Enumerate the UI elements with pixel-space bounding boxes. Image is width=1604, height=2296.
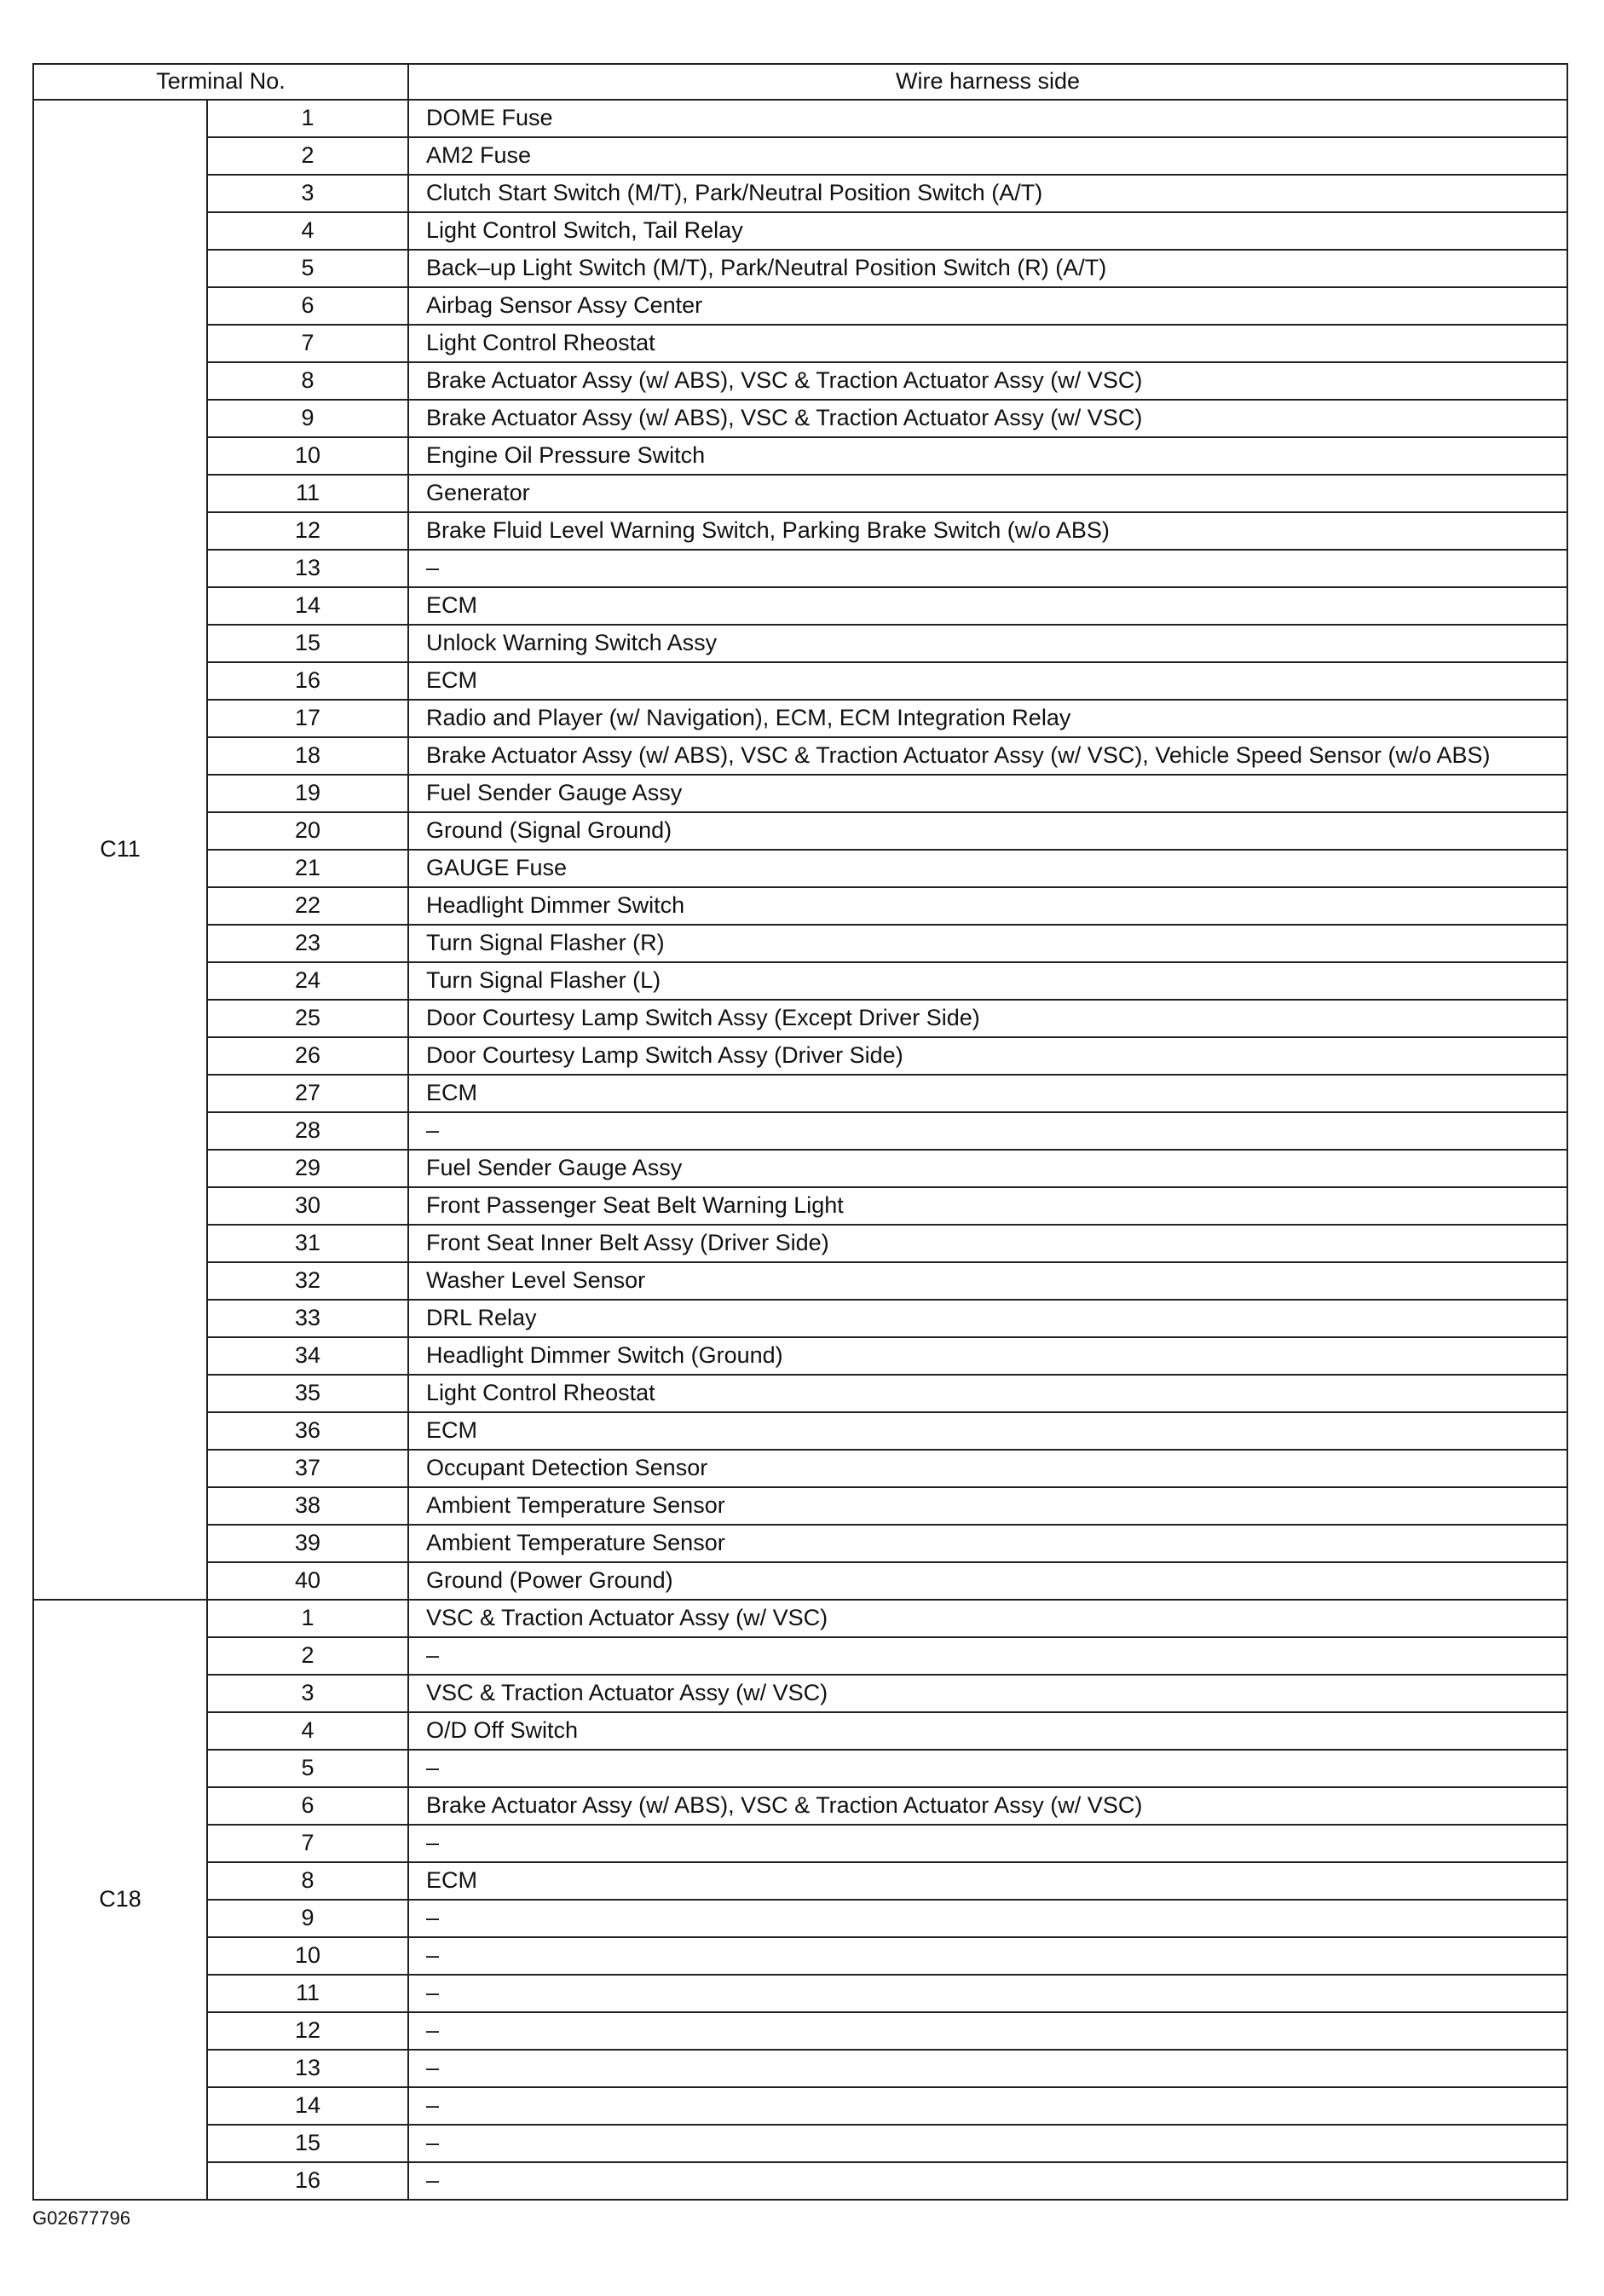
terminal-number: 13 (207, 550, 408, 587)
wire-harness-description: Fuel Sender Gauge Assy (408, 1150, 1567, 1187)
table-row (33, 1937, 1567, 1975)
terminal-number: 19 (207, 775, 408, 812)
table-row (33, 175, 1567, 212)
wire-harness-description: O/D Off Switch (408, 1712, 1567, 1750)
table-row (33, 887, 1567, 925)
wire-harness-description: Light Control Switch, Tail Relay (408, 212, 1567, 250)
terminal-number: 5 (207, 1750, 408, 1787)
wire-harness-description: Ambient Temperature Sensor (408, 1487, 1567, 1525)
table-row (33, 137, 1567, 175)
table-row (33, 1787, 1567, 1825)
table-row (33, 587, 1567, 625)
wire-harness-description: Clutch Start Switch (M/T), Park/Neutral Position Switch (A/T) (408, 175, 1567, 212)
wire-harness-description: – (408, 2125, 1567, 2162)
terminal-number: 22 (207, 887, 408, 925)
wire-harness-description: Headlight Dimmer Switch (408, 887, 1567, 925)
wire-harness-description: Back–up Light Switch (M/T), Park/Neutral Position Switch (R) (A/T) (408, 250, 1567, 287)
terminal-number: 32 (207, 1262, 408, 1300)
wire-harness-description: DOME Fuse (408, 100, 1567, 137)
table-row (33, 2050, 1567, 2087)
terminal-number: 9 (207, 400, 408, 437)
table-row (33, 1037, 1567, 1075)
table-row (33, 250, 1567, 287)
table-row (33, 625, 1567, 662)
table-row (33, 1487, 1567, 1525)
table-row (33, 475, 1567, 512)
table-row (33, 1112, 1567, 1150)
table-row (33, 1412, 1567, 1450)
terminal-number: 1 (207, 100, 408, 137)
terminal-number: 17 (207, 700, 408, 737)
table-row (33, 1150, 1567, 1187)
terminal-number: 27 (207, 1075, 408, 1112)
wire-harness-description: – (408, 1975, 1567, 2012)
terminal-number: 2 (207, 1637, 408, 1675)
wire-harness-description: Radio and Player (w/ Navigation), ECM, ECM Integration Relay (408, 700, 1567, 737)
figure-id: G02677796 (32, 2207, 130, 2229)
table-row (33, 400, 1567, 437)
terminal-number: 28 (207, 1112, 408, 1150)
terminal-number: 10 (207, 1937, 408, 1975)
wire-harness-description: – (408, 2087, 1567, 2125)
wire-harness-description: AM2 Fuse (408, 137, 1567, 175)
wire-harness-description: ECM (408, 662, 1567, 700)
terminal-number: 16 (207, 2162, 408, 2200)
terminal-number: 36 (207, 1412, 408, 1450)
table-row (33, 1900, 1567, 1937)
terminal-number: 14 (207, 587, 408, 625)
table-row (33, 1562, 1567, 1600)
table-row (33, 1600, 1567, 1637)
terminal-number: 24 (207, 962, 408, 1000)
header-terminal-no: Terminal No. (33, 64, 408, 100)
wire-harness-description: Occupant Detection Sensor (408, 1450, 1567, 1487)
table-row (33, 2125, 1567, 2162)
table-row (33, 362, 1567, 400)
table-row (33, 1450, 1567, 1487)
table-row (33, 700, 1567, 737)
table-row (33, 1525, 1567, 1562)
wire-harness-description: Brake Actuator Assy (w/ ABS), VSC & Traction Actuator Assy (w/ VSC) (408, 1787, 1567, 1825)
terminal-number: 6 (207, 287, 408, 325)
wire-harness-description: Brake Actuator Assy (w/ ABS), VSC & Traction Actuator Assy (w/ VSC), Vehicle Speed Sensor (w/o ABS) (408, 737, 1567, 775)
connector-label: C18 (33, 1600, 207, 2200)
table-row (33, 662, 1567, 700)
terminal-number: 40 (207, 1562, 408, 1600)
terminal-number: 3 (207, 1675, 408, 1712)
wire-harness-description: – (408, 2162, 1567, 2200)
wire-harness-description: Turn Signal Flasher (L) (408, 962, 1567, 1000)
terminal-number: 12 (207, 2012, 408, 2050)
wire-harness-description: GAUGE Fuse (408, 850, 1567, 887)
table-row (33, 2087, 1567, 2125)
table-row (33, 1975, 1567, 2012)
table-row (33, 775, 1567, 812)
table-row (33, 925, 1567, 962)
wire-harness-description: ECM (408, 1075, 1567, 1112)
terminal-number: 21 (207, 850, 408, 887)
wire-harness-description: – (408, 1637, 1567, 1675)
terminal-number: 6 (207, 1787, 408, 1825)
terminal-number: 39 (207, 1525, 408, 1562)
wire-harness-description: Fuel Sender Gauge Assy (408, 775, 1567, 812)
table-row (33, 1262, 1567, 1300)
table-row (33, 212, 1567, 250)
wire-harness-description: – (408, 1937, 1567, 1975)
table-row (33, 962, 1567, 1000)
terminal-table (32, 63, 1568, 2201)
wire-harness-description: Headlight Dimmer Switch (Ground) (408, 1337, 1567, 1375)
wire-harness-description: – (408, 1900, 1567, 1937)
terminal-number: 38 (207, 1487, 408, 1525)
terminal-number: 15 (207, 625, 408, 662)
terminal-number: 8 (207, 362, 408, 400)
wire-harness-description: Generator (408, 475, 1567, 512)
table-row (33, 737, 1567, 775)
terminal-number: 3 (207, 175, 408, 212)
terminal-number: 35 (207, 1375, 408, 1412)
terminal-number: 7 (207, 1825, 408, 1862)
wire-harness-description: – (408, 1750, 1567, 1787)
header-wire-harness-side: Wire harness side (408, 64, 1567, 100)
terminal-number: 15 (207, 2125, 408, 2162)
wire-harness-description: Brake Actuator Assy (w/ ABS), VSC & Traction Actuator Assy (w/ VSC) (408, 400, 1567, 437)
table-row (33, 287, 1567, 325)
terminal-number: 14 (207, 2087, 408, 2125)
wire-harness-description: Ambient Temperature Sensor (408, 1525, 1567, 1562)
table-row (33, 1862, 1567, 1900)
terminal-number: 26 (207, 1037, 408, 1075)
wire-harness-description: Front Passenger Seat Belt Warning Light (408, 1187, 1567, 1225)
wire-harness-description: Brake Actuator Assy (w/ ABS), VSC & Traction Actuator Assy (w/ VSC) (408, 362, 1567, 400)
terminal-number: 23 (207, 925, 408, 962)
table-row (33, 1675, 1567, 1712)
table-row (33, 2162, 1567, 2200)
wire-harness-description: – (408, 2050, 1567, 2087)
terminal-number: 12 (207, 512, 408, 550)
table-row (33, 437, 1567, 475)
terminal-number: 9 (207, 1900, 408, 1937)
wire-harness-description: ECM (408, 1412, 1567, 1450)
wire-harness-description: DRL Relay (408, 1300, 1567, 1337)
terminal-number: 33 (207, 1300, 408, 1337)
terminal-number: 30 (207, 1187, 408, 1225)
terminal-number: 7 (207, 325, 408, 362)
table-row (33, 2012, 1567, 2050)
terminal-number: 11 (207, 1975, 408, 2012)
wire-harness-description: – (408, 1112, 1567, 1150)
wire-harness-description: Door Courtesy Lamp Switch Assy (Except Driver Side) (408, 1000, 1567, 1037)
table-row (33, 1000, 1567, 1037)
table-row (33, 1712, 1567, 1750)
terminal-number: 10 (207, 437, 408, 475)
wire-harness-description: ECM (408, 1862, 1567, 1900)
wire-harness-description: VSC & Traction Actuator Assy (w/ VSC) (408, 1675, 1567, 1712)
wire-harness-description: Ground (Power Ground) (408, 1562, 1567, 1600)
table-row (33, 1225, 1567, 1262)
table-row (33, 1750, 1567, 1787)
wire-harness-description: Unlock Warning Switch Assy (408, 625, 1567, 662)
table-row (33, 512, 1567, 550)
connector-label: C11 (33, 100, 207, 1600)
table-row (33, 1300, 1567, 1337)
wire-harness-description: Brake Fluid Level Warning Switch, Parking Brake Switch (w/o ABS) (408, 512, 1567, 550)
wire-harness-description: – (408, 2012, 1567, 2050)
terminal-number: 31 (207, 1225, 408, 1262)
terminal-number: 25 (207, 1000, 408, 1037)
table-row (33, 1637, 1567, 1675)
terminal-number: 16 (207, 662, 408, 700)
wire-harness-description: Front Seat Inner Belt Assy (Driver Side) (408, 1225, 1567, 1262)
table-row (33, 1825, 1567, 1862)
wire-harness-description: Airbag Sensor Assy Center (408, 287, 1567, 325)
wire-harness-description: Engine Oil Pressure Switch (408, 437, 1567, 475)
terminal-number: 4 (207, 1712, 408, 1750)
wire-harness-description: – (408, 1825, 1567, 1862)
wire-harness-description: Washer Level Sensor (408, 1262, 1567, 1300)
terminal-number: 1 (207, 1600, 408, 1637)
terminal-number: 13 (207, 2050, 408, 2087)
terminal-number: 20 (207, 812, 408, 850)
table-row (33, 325, 1567, 362)
table-row (33, 1075, 1567, 1112)
terminal-number: 4 (207, 212, 408, 250)
wire-harness-description: Light Control Rheostat (408, 325, 1567, 362)
table-row (33, 1187, 1567, 1225)
wire-harness-description: Turn Signal Flasher (R) (408, 925, 1567, 962)
terminal-number: 5 (207, 250, 408, 287)
table-body (33, 100, 1567, 2200)
table-row (33, 850, 1567, 887)
wire-harness-description: – (408, 550, 1567, 587)
table-row (33, 1375, 1567, 1412)
wire-harness-description: ECM (408, 587, 1567, 625)
table-header-row (33, 64, 1567, 100)
table-row (33, 1337, 1567, 1375)
table-row (33, 812, 1567, 850)
table-row (33, 550, 1567, 587)
terminal-number: 18 (207, 737, 408, 775)
table-row (33, 100, 1567, 137)
wire-harness-description: Door Courtesy Lamp Switch Assy (Driver Side) (408, 1037, 1567, 1075)
terminal-number: 2 (207, 137, 408, 175)
wire-harness-description: Light Control Rheostat (408, 1375, 1567, 1412)
terminal-number: 29 (207, 1150, 408, 1187)
terminal-number: 8 (207, 1862, 408, 1900)
wire-harness-description: Ground (Signal Ground) (408, 812, 1567, 850)
wire-harness-description: VSC & Traction Actuator Assy (w/ VSC) (408, 1600, 1567, 1637)
terminal-number: 34 (207, 1337, 408, 1375)
terminal-number: 37 (207, 1450, 408, 1487)
terminal-number: 11 (207, 475, 408, 512)
